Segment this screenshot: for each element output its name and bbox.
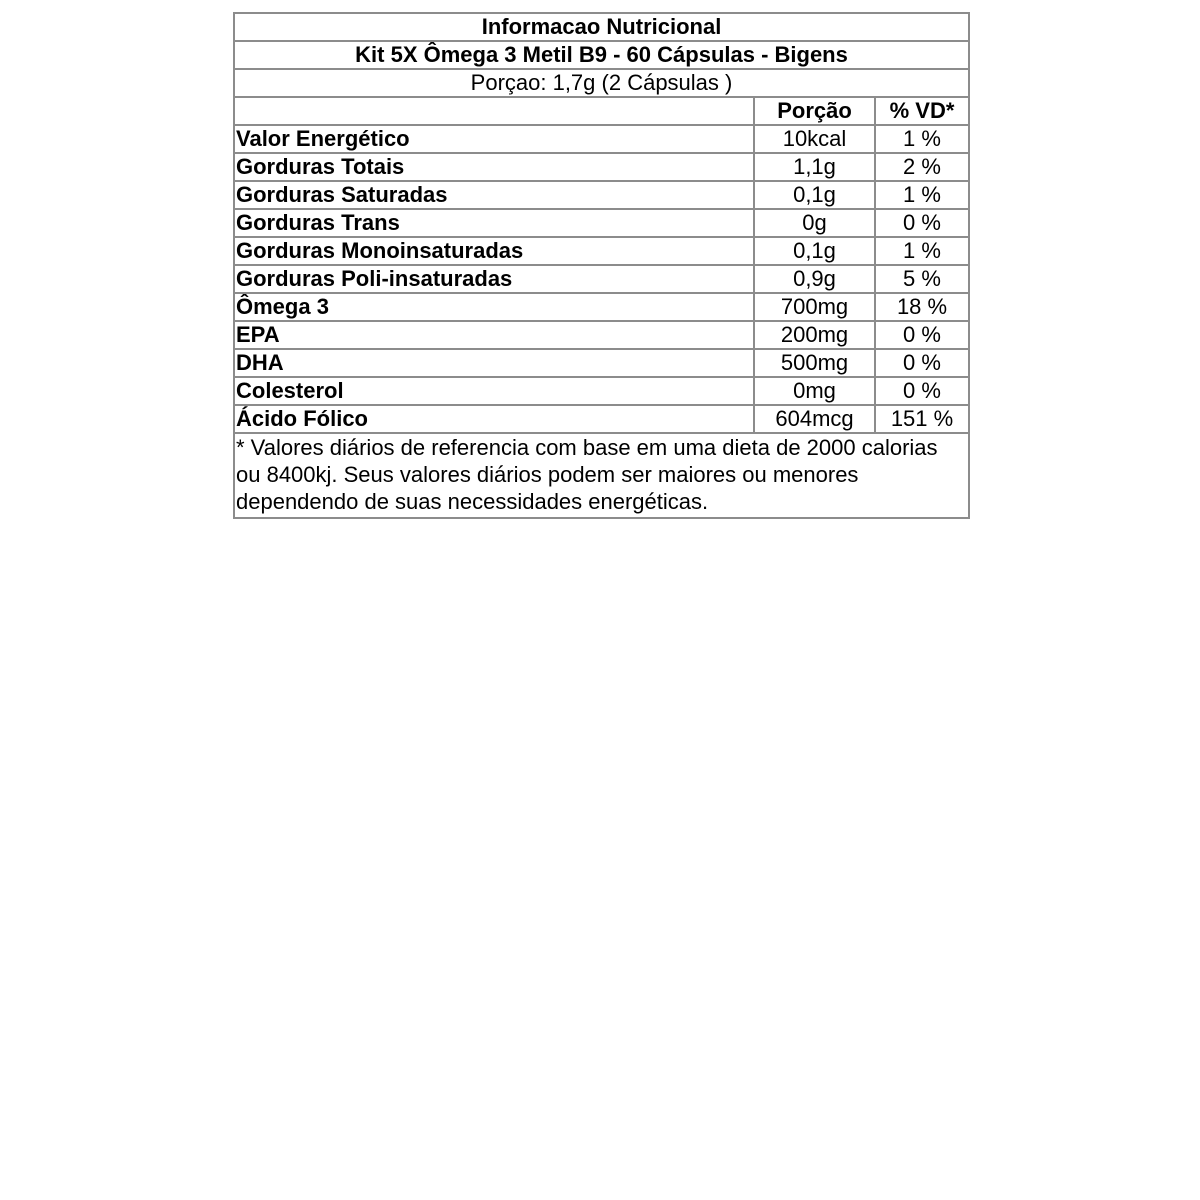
nutrient-vd: 5 %: [875, 265, 969, 293]
table-row: [234, 349, 969, 377]
nutrient-name: Gorduras Monoinsaturadas: [234, 237, 754, 265]
product-row: [234, 41, 969, 69]
nutrient-portion: 500mg: [754, 349, 875, 377]
product-name: Kit 5X Ômega 3 Metil B9 - 60 Cápsulas - Bigens: [234, 41, 969, 69]
nutrient-name: Ômega 3: [234, 293, 754, 321]
table-title: Informacao Nutricional: [234, 13, 969, 41]
nutrient-vd: 0 %: [875, 377, 969, 405]
header-empty-cell: [234, 97, 754, 125]
table-row: [234, 125, 969, 153]
nutrient-portion: 700mg: [754, 293, 875, 321]
nutrient-portion: 0,1g: [754, 237, 875, 265]
nutrient-name: EPA: [234, 321, 754, 349]
nutrient-vd: 1 %: [875, 237, 969, 265]
footnote-text: * Valores diários de referencia com base em uma dieta de 2000 calorias ou 8400kj. Seus valores diários podem ser maiores ou menores dependendo de suas necessidades energéticas.: [234, 433, 969, 518]
nutrient-portion: 604mcg: [754, 405, 875, 433]
table-row: [234, 293, 969, 321]
nutrient-portion: 0g: [754, 209, 875, 237]
nutrient-name: DHA: [234, 349, 754, 377]
nutrient-vd: 1 %: [875, 181, 969, 209]
nutrient-vd: 1 %: [875, 125, 969, 153]
nutrient-portion: 0,1g: [754, 181, 875, 209]
header-vd: % VD*: [875, 97, 969, 125]
nutrient-name: Gorduras Poli-insaturadas: [234, 265, 754, 293]
header-row: [234, 97, 969, 125]
table-row: [234, 153, 969, 181]
nutrient-portion: 200mg: [754, 321, 875, 349]
table-row: [234, 237, 969, 265]
nutrition-facts-table: [233, 12, 970, 519]
nutrient-name: Colesterol: [234, 377, 754, 405]
serving-size: Porçao: 1,7g (2 Cápsulas ): [234, 69, 969, 97]
nutrient-vd: 151 %: [875, 405, 969, 433]
nutrient-vd: 2 %: [875, 153, 969, 181]
nutrient-name: Valor Energético: [234, 125, 754, 153]
table-row: [234, 377, 969, 405]
header-portion: Porção: [754, 97, 875, 125]
nutrient-portion: 1,1g: [754, 153, 875, 181]
serving-row: [234, 69, 969, 97]
nutrient-vd: 0 %: [875, 321, 969, 349]
nutrient-name: Gorduras Saturadas: [234, 181, 754, 209]
nutrient-portion: 10kcal: [754, 125, 875, 153]
table-row: [234, 265, 969, 293]
nutrient-portion: 0mg: [754, 377, 875, 405]
table-row: [234, 181, 969, 209]
nutrient-vd: 0 %: [875, 349, 969, 377]
nutrient-name: Gorduras Totais: [234, 153, 754, 181]
nutrient-vd: 0 %: [875, 209, 969, 237]
nutrient-name: Gorduras Trans: [234, 209, 754, 237]
table-row: [234, 321, 969, 349]
nutrient-vd: 18 %: [875, 293, 969, 321]
nutrient-portion: 0,9g: [754, 265, 875, 293]
footnote-row: [234, 433, 969, 518]
title-row: [234, 13, 969, 41]
table-row: [234, 405, 969, 433]
nutrient-name: Ácido Fólico: [234, 405, 754, 433]
table-row: [234, 209, 969, 237]
